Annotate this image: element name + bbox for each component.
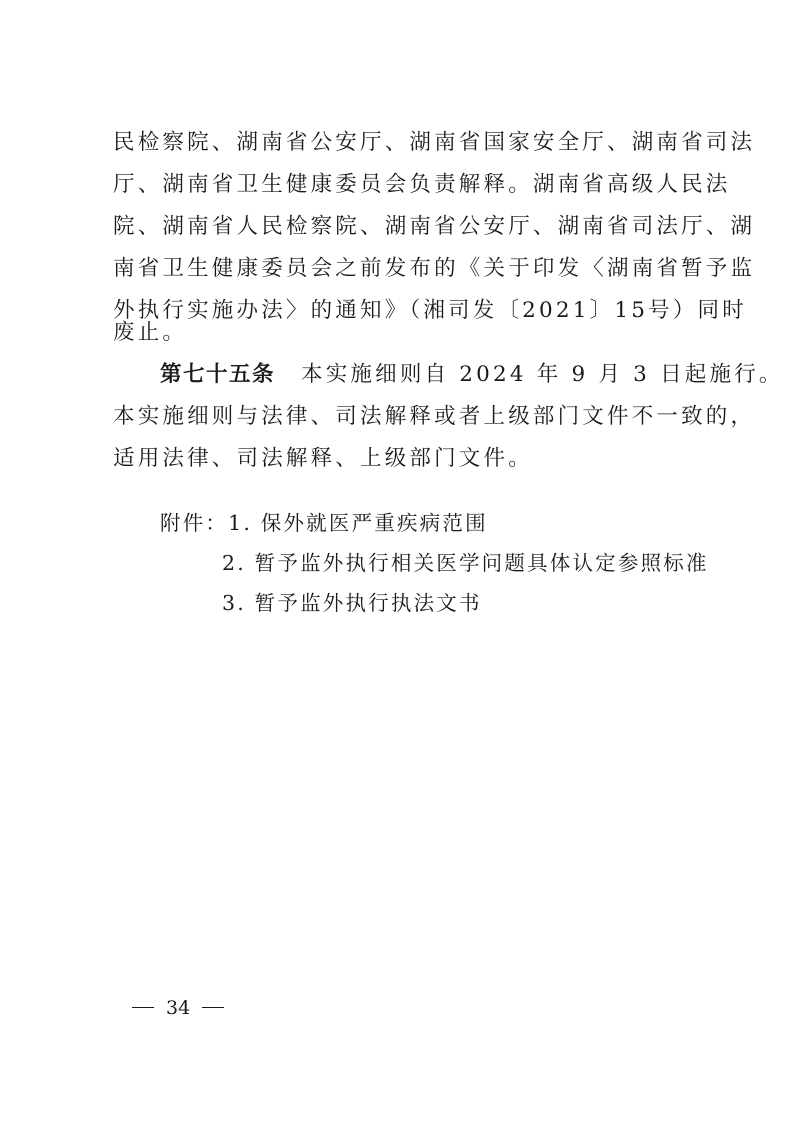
body-line-2: 厅、湖南省卫生健康委员会负责解释。湖南省高级人民法 <box>113 172 731 197</box>
attachments-label: 附件： <box>160 511 229 535</box>
body-line-4: 南省卫生健康委员会之前发布的《关于印发〈湖南省暂予监 <box>113 256 756 281</box>
article-75-line-3: 适用法律、司法解释、上级部门文件。 <box>113 446 533 471</box>
article-75-line-2: 本实施细则与法律、司法解释或者上级部门文件不一致的， <box>113 404 756 429</box>
body-line-6 <box>113 318 187 348</box>
attachment-item-3: 3. 暂予监外执行执法文书 <box>222 591 482 615</box>
article-75-line-1 <box>160 360 784 390</box>
left-dash <box>132 1007 154 1008</box>
attachment-item-1: 1. 保外就医严重疾病范围 <box>228 511 488 535</box>
attachment-item-2: 2. 暂予监外执行相关医学问题具体认定参照标准 <box>222 551 709 575</box>
page-number: 34 <box>166 997 191 1019</box>
article-75-label: 第七十五条 <box>160 362 276 387</box>
right-dash <box>202 1007 224 1008</box>
body-line-1: 民检察院、湖南省公安厅、湖南省国家安全厅、湖南省司法 <box>113 130 756 155</box>
body-line-3: 院、湖南省人民检察院、湖南省公安厅、湖南省司法厅、湖 <box>113 214 756 239</box>
body-line-5: 外执行实施办法〉的通知》（湘司发〔2021〕15号）同时 <box>113 298 747 323</box>
page-number-footer <box>120 996 236 1020</box>
body-line-6-text: 废止。 <box>113 320 188 345</box>
article-75-text: 本实施细则自 2024 年 9 月 3 日起施行。 <box>301 362 784 387</box>
attachments-label-line <box>160 508 488 538</box>
